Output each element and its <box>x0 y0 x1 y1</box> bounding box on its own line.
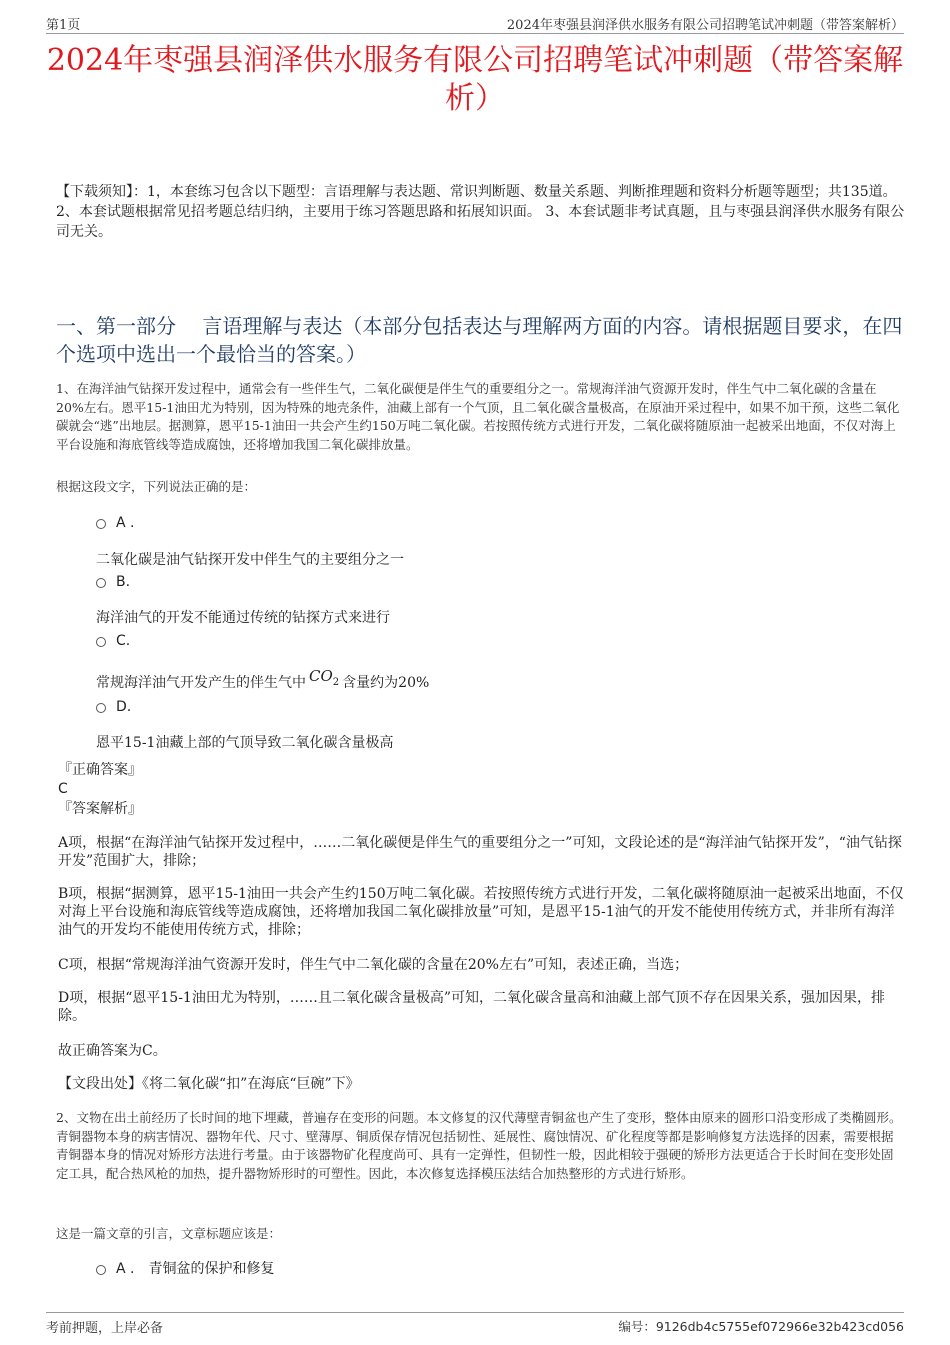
option-a[interactable] <box>96 514 134 532</box>
option-a-text: 二氧化碳是油气钻探开发中伴生气的主要组分之一 <box>96 552 404 568</box>
page-title: 2024年枣强县润泽供水服务有限公司招聘笔试冲刺题（带答案解析） <box>46 43 904 116</box>
radio-icon[interactable] <box>96 578 106 588</box>
option-a-label: A . <box>116 515 135 531</box>
answer-value: C <box>58 781 68 797</box>
analysis-b: B项，根据“据测算，恩平15-1油田一共会产生约150万吨二氧化碳。若按照传统方式进行开发，二氧化碳将随原油一起被采出地面，不仅对海上平台设施和海底管线等造成腐蚀，还将增加我国二氧化碳排放量”可知，是恩平15-1油气的开发不能使用传统方式，并非所有海洋油气的开发均不能使用传统方式，排除； <box>58 886 904 938</box>
q2-option-a-text: 青铜盆的保护和修复 <box>148 1261 275 1277</box>
option-c-text <box>96 667 430 699</box>
option-b[interactable] <box>96 573 130 591</box>
option-d[interactable] <box>96 698 131 716</box>
page-header <box>46 14 904 34</box>
download-notice: 【下载须知】：1，本套练习包含以下题型：言语理解与表达题、常识判断题、数量关系题、判断推理题和资料分析题等题型；共135道。 2、本套试题根据常见招考题总结归纳，主要用于练习答题思路和拓展知识面。 3、本套试题非考试真题，且与枣强县润泽供水服务有限公司无关。 <box>56 184 905 240</box>
section-title: 一、第一部分 言语理解与表达（本部分包括表达与理解两方面的内容。请根据题目要求，在四个选项中选出一个最恰当的答案。） <box>56 314 903 366</box>
text-source: 【文段出处】《将二氧化碳“扣”在海底“巨碗”下》 <box>58 1076 360 1092</box>
analysis-a: A项，根据“在海洋油气钻探开发过程中，……二氧化碳便是伴生气的重要组分之一”可知，文段论述的是“海洋油气钻探开发”，“油气钻探开发”范围扩大，排除； <box>58 835 902 869</box>
answer-label: 『正确答案』 <box>58 762 142 778</box>
question-2-text: 2、文物在出土前经历了长时间的地下埋藏，普遍存在变形的问题。本文修复的汉代薄壁青铜盆也产生了变形，整体由原来的圆形口沿变形成了类椭圆形。青铜器物本身的病害情况、器物年代、尺寸、壁薄厚、铜质保存情况包括韧性、延展性、腐蚀情况、矿化程度等都是影响修复方法选择的因素，需要根据青铜器本身的情况对矫形方法进行考量。由于该器物矿化程度尚可、具有一定弹性，但韧性一般，因此相较于强硬的矫形方法更适合于长时间在变形处固定工具，配合热风枪的加热，提升器物矫形时的可塑性。因此，本次修复选择模压法结合加热整形的方式进行矫形。 <box>56 1110 902 1181</box>
option-b-text: 海洋油气的开发不能通过传统的钻探方式来进行 <box>96 610 390 626</box>
analysis-c: C项，根据“常规海洋油气资源开发时，伴生气中二氧化碳的含量在20%左右”可知，表述正确，当选； <box>58 957 689 973</box>
option-c-text-after: 含量约为20% <box>342 675 430 691</box>
option-b-label: B. <box>116 574 131 590</box>
question-1-text: 1、在海洋油气钻探开发过程中，通常会有一些伴生气，二氧化碳便是伴生气的重要组分之一。常规海洋油气资源开发时，伴生气中二氧化碳的含量在20%左右。恩平15-1油田尤为特别，因为特殊的地壳条件，油藏上部有一个气顶，且二氧化碳含量极高，在原油开采过程中，如果不加干预，这些二氧化碳就会“逃”出地层。据测算，恩平15-1油田一共会产生约150万吨二氧化碳。若按照传统方式进行开发，二氧化碳将随原油一起被采出地面，不仅对海上平台设施和海底管线等造成腐蚀，还将增加我国二氧化碳排放量。 <box>56 381 900 452</box>
footer-slogan: 考前押题，上岸必备 <box>46 1321 164 1336</box>
radio-icon[interactable] <box>96 703 106 713</box>
analysis-conclusion: 故正确答案为C。 <box>58 1043 167 1059</box>
question-1-prompt: 根据这段文字，下列说法正确的是： <box>56 479 257 494</box>
page-footer <box>46 1312 904 1336</box>
option-c-text-before: 常规海洋油气开发产生的伴生气中 <box>96 675 306 691</box>
analysis-label: 『答案解析』 <box>58 801 142 817</box>
radio-icon[interactable] <box>96 637 106 647</box>
question-2-prompt: 这是一篇文章的引言，文章标题应该是： <box>56 1226 282 1241</box>
page-number: 第1页 <box>46 18 81 33</box>
option-d-label: D. <box>116 699 132 715</box>
co2-formula: $CO_2$ <box>309 667 340 688</box>
radio-icon[interactable] <box>96 519 106 529</box>
footer-serial: 编号：9126db4c5755ef072966e32b423cd056 <box>618 1319 904 1334</box>
option-c[interactable] <box>96 632 130 650</box>
q2-option-a[interactable] <box>96 1260 274 1278</box>
analysis-d: D项，根据“恩平15-1油田尤为特别，……且二氧化碳含量极高”可知，二氧化碳含量高和油藏上部气顶不存在因果关系，强加因果，排除。 <box>58 990 885 1024</box>
header-doc-title: 2024年枣强县润泽供水服务有限公司招聘笔试冲刺题（带答案解析） <box>506 18 904 33</box>
option-d-text: 恩平15-1油藏上部的气顶导致二氧化碳含量极高 <box>96 735 394 751</box>
radio-icon[interactable] <box>96 1265 106 1275</box>
q2-option-a-label: A . <box>116 1261 135 1277</box>
option-c-label: C. <box>116 633 131 649</box>
